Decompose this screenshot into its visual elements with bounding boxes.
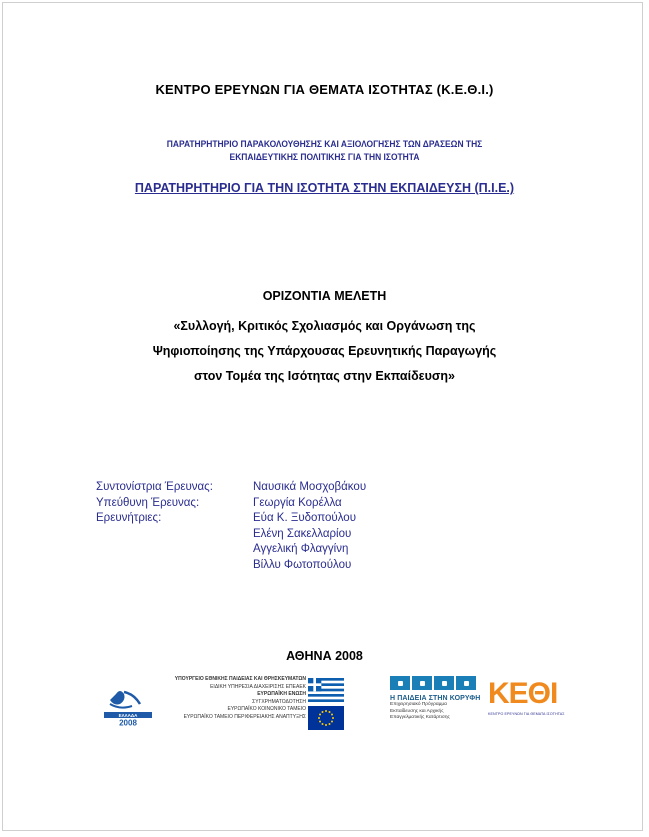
organization-heading: ΚΕΝΤΡΟ ΕΡΕΥΝΩΝ ΓΙΑ ΘΕΜΑΤΑ ΙΣΟΤΗΤΑΣ (Κ.Ε.Θ.Ι.) bbox=[155, 82, 494, 97]
responsible-label: Υπεύθυνη Έρευνας: bbox=[96, 496, 200, 509]
researcher-name: Αγγελική Φλαγγίνη bbox=[253, 543, 349, 555]
ministry-line: ΕΙΔΙΚΗ ΥΠΗΡΕΣΙΑ ΔΙΑΧΕΙΡΙΣΗΣ ΕΠΕΑΕΚ bbox=[210, 683, 306, 690]
city-year: ΑΘΗΝΑ 2008 bbox=[286, 649, 363, 663]
researcher-name: Βίλλυ Φωτοπούλου bbox=[253, 558, 352, 571]
ellada-2008-logo bbox=[102, 686, 154, 728]
greek-flag-icon bbox=[308, 678, 344, 702]
svg-text:ΕΛΛΑΔΑ: ΕΛΛΑΔΑ bbox=[118, 713, 138, 718]
paideia-sub-1: Επιχειρησιακό Πρόγραμμα bbox=[390, 702, 447, 707]
svg-text:2008: 2008 bbox=[119, 718, 137, 728]
ministry-line: ΥΠΟΥΡΓΕΙΟ ΕΘΝΙΚΗΣ ΠΑΙΔΕΙΑΣ ΚΑΙ ΘΡΗΣΚΕΥΜΑΤΩΝ bbox=[174, 676, 306, 682]
kethi-logo bbox=[488, 676, 576, 732]
study-label: ΟΡΙΖΟΝΤΙΑ ΜΕΛΕΤΗ bbox=[262, 289, 387, 303]
paideia-title: Η ΠΑΙΔΕΙΑ ΣΤΗΝ ΚΟΡΥΦΗ bbox=[390, 695, 481, 702]
ellada-2008-graphic bbox=[102, 686, 154, 728]
ministry-text-block bbox=[168, 676, 306, 722]
study-title-line-2: Ψηφιοποίησης της Υπάρχουσας Ερευνητικής Παραγωγής bbox=[152, 344, 497, 358]
paideia-logo bbox=[390, 676, 481, 722]
observatory-heading bbox=[26, 138, 623, 164]
coordinator-name: Ναυσικά Μοσχοβάκου bbox=[253, 481, 367, 493]
ministry-line: ΣΥΓΧΡΗΜΑΤΟΔΟΤΗΣΗ bbox=[252, 698, 306, 705]
study-title-line-1: «Συλλογή, Κριτικός Σχολιασμός και Οργάνωση της bbox=[173, 319, 476, 333]
kethi-subtitle: ΚΕΝΤΡΟ ΕΡΕΥΝΩΝ ΓΙΑ ΘΕΜΑΤΑ ΙΣΟΤΗΤΑΣ bbox=[488, 712, 565, 716]
paideia-boxes-graphic bbox=[390, 676, 476, 690]
researcher-name: Ελένη Σακελλαρίου bbox=[253, 527, 352, 540]
researchers-label: Ερευνήτριες: bbox=[96, 512, 162, 524]
study-title bbox=[0, 314, 649, 389]
ministry-line: ΕΥΡΩΠΑΪΚΟ ΤΑΜΕΙΟ ΠΕΡΙΦΕΡΕΙΑΚΗΣ ΑΝΑΠΤΥΞΗΣ bbox=[183, 713, 306, 720]
kethi-wordmark: ΚΕΘΙ bbox=[488, 677, 558, 710]
ministry-line: ΕΥΡΩΠΑΪΚΟ ΚΟΙΝΩΝΙΚΟ ΤΑΜΕΙΟ bbox=[227, 706, 306, 713]
observatory-line-1: ΠΑΡΑΤΗΡΗΤΗΡΙΟ ΠΑΡΑΚΟΛΟΥΘΗΣΗΣ ΚΑΙ ΑΞΙΟΛΟΓΗΣΗΣ ΤΩΝ ΔΡΑΣΕΩΝ ΤΗΣ bbox=[166, 139, 483, 149]
ministry-line: ΕΥΡΩΠΑΪΚΗ ΕΝΩΣΗ bbox=[257, 691, 306, 698]
observatory-line-2: ΕΚΠΑΙΔΕΥΤΙΚΗΣ ΠΟΛΙΤΙΚΗΣ ΓΙΑ ΤΗΝ ΙΣΟΤΗΤΑ bbox=[229, 152, 420, 162]
paideia-sub-3: Επαγγελματικής Κατάρτισης bbox=[390, 715, 450, 721]
paideia-sub-2: Εκπαίδευσης και Αρχικής bbox=[390, 708, 444, 714]
coordinator-label: Συντονίστρια Έρευνας: bbox=[96, 481, 213, 493]
pie-title: ΠΑΡΑΤΗΡΗΤΗΡΙΟ ΓΙΑ ΤΗΝ ΙΣΟΤΗΤΑ ΣΤΗΝ ΕΚΠΑΙΔΕΥΣΗ (Π.Ι.Ε.) bbox=[134, 181, 515, 195]
responsible-name: Γεωργία Κορέλλα bbox=[253, 496, 342, 509]
study-title-line-3: στον Τομέα της Ισότητας στην Εκπαίδευση» bbox=[193, 369, 456, 383]
eu-flag-icon bbox=[308, 706, 344, 730]
researcher-name: Εύα Κ. Ξυδοπούλου bbox=[253, 512, 356, 524]
